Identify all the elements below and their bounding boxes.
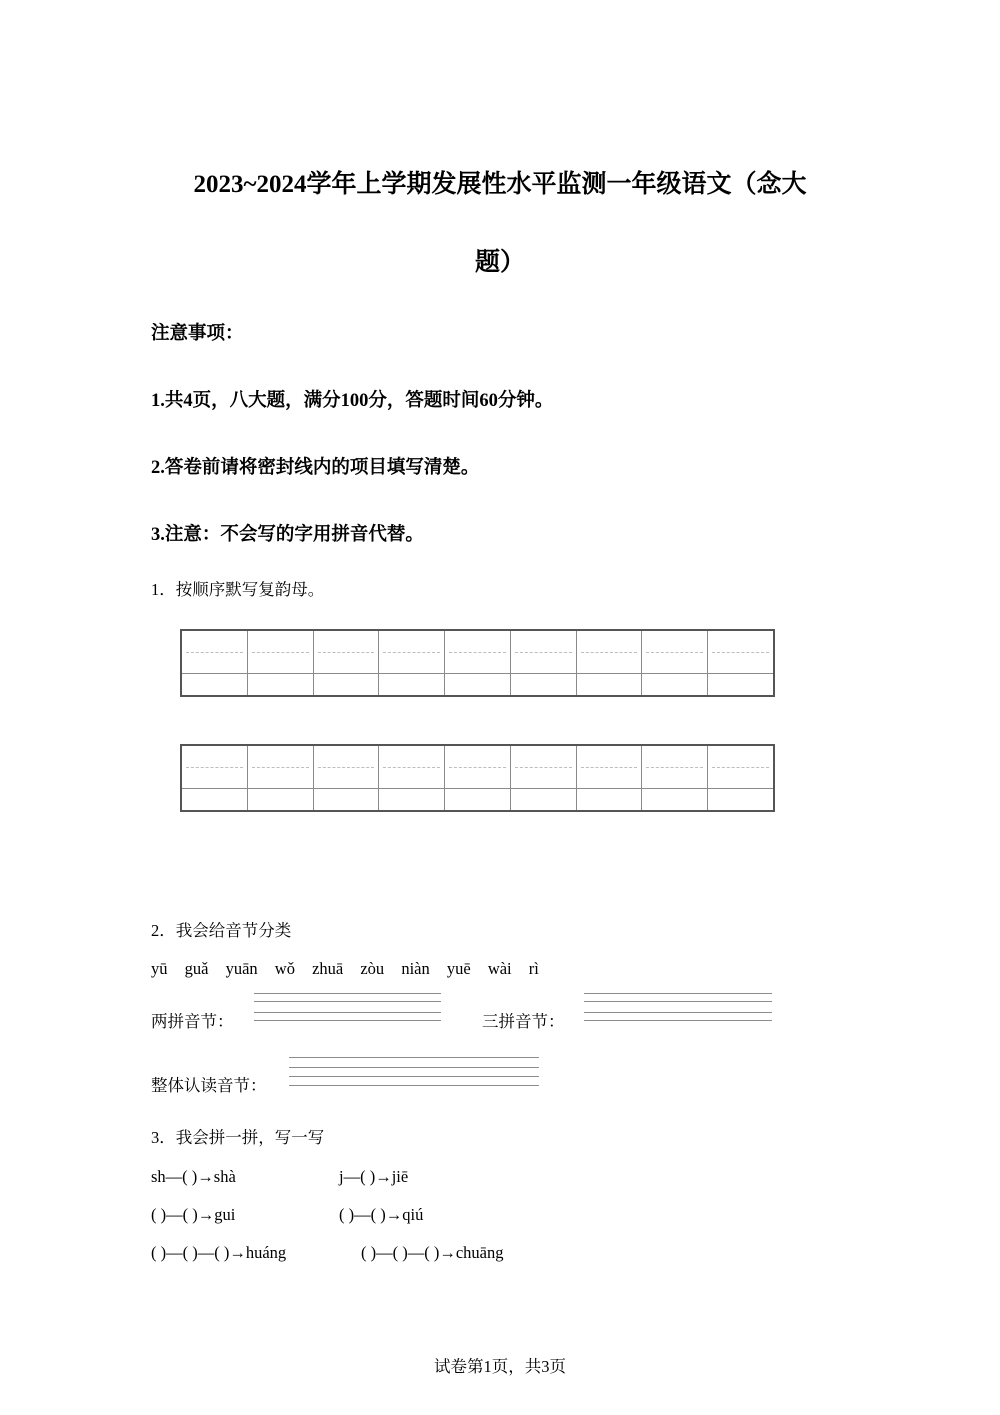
syllable: guǎ (184, 959, 209, 978)
pinyin-writing-grid-2[interactable] (180, 744, 775, 812)
syllable: zhuā (312, 959, 344, 978)
syllable: wài (487, 959, 512, 978)
syllable: yuē (446, 959, 471, 978)
spelling-item[interactable]: ( )—( )→gui (151, 1205, 236, 1224)
writing-cell[interactable] (642, 746, 708, 810)
syllable: yuān (225, 959, 258, 978)
notice-heading: 注意事项： (151, 324, 244, 344)
syllable: zòu (360, 959, 385, 978)
syllable: wǒ (274, 959, 295, 978)
writing-cell[interactable] (248, 631, 314, 695)
document-title-line1: 2023~2024学年上学期发展性水平监测一年级语文（念大 (193, 171, 807, 198)
notice-item: 3.注意：不会写的字用拼音代替。 (151, 525, 424, 545)
writing-cell[interactable] (511, 746, 577, 810)
writing-cell[interactable] (577, 746, 643, 810)
writing-cell[interactable] (379, 746, 445, 810)
label-whole-syllables: 整体认读音节： (151, 1076, 267, 1095)
writing-cell[interactable] (314, 746, 380, 810)
answer-lines-whole[interactable] (289, 1057, 539, 1087)
syllable-list (151, 958, 552, 980)
notice-item: 2.答卷前请将密封线内的项目填写清楚。 (151, 458, 480, 478)
writing-cell[interactable] (182, 631, 248, 695)
spelling-item[interactable]: ( )—( )—( )→huáng (151, 1243, 287, 1262)
document-title-line2: 题） (474, 249, 525, 276)
writing-cell[interactable] (642, 631, 708, 695)
pinyin-writing-grid-1[interactable] (180, 629, 775, 697)
answer-lines-three-part[interactable] (584, 993, 772, 1023)
writing-cell[interactable] (577, 631, 643, 695)
spelling-item[interactable]: ( )—( )—( )→chuāng (361, 1243, 504, 1262)
page-footer: 试卷第1页，共3页 (434, 1357, 566, 1376)
syllable: yū (151, 959, 168, 978)
writing-cell[interactable] (708, 631, 773, 695)
spelling-item[interactable]: j—( )→jiē (339, 1167, 409, 1186)
writing-cell[interactable] (182, 746, 248, 810)
writing-cell[interactable] (314, 631, 380, 695)
spelling-item[interactable]: ( )—( )→qiú (339, 1205, 424, 1224)
question-2-prompt: 2．我会给音节分类 (151, 921, 292, 940)
question-3-prompt: 3．我会拼一拼，写一写 (151, 1128, 325, 1147)
notice-item: 1.共4页，八大题，满分100分，答题时间60分钟。 (151, 391, 554, 411)
writing-cell[interactable] (445, 746, 511, 810)
writing-cell[interactable] (445, 631, 511, 695)
question-1-prompt: 1．按顺序默写复韵母。 (151, 580, 325, 599)
spelling-item[interactable]: sh—( )→shà (151, 1167, 236, 1186)
answer-lines-two-part[interactable] (254, 993, 441, 1023)
label-two-part-syllables: 两拼音节： (151, 1012, 234, 1031)
writing-cell[interactable] (379, 631, 445, 695)
syllable: niàn (401, 959, 430, 978)
label-three-part-syllables: 三拼音节： (482, 1012, 565, 1031)
writing-cell[interactable] (511, 631, 577, 695)
writing-cell[interactable] (708, 746, 773, 810)
syllable: rì (528, 959, 539, 978)
writing-cell[interactable] (248, 746, 314, 810)
